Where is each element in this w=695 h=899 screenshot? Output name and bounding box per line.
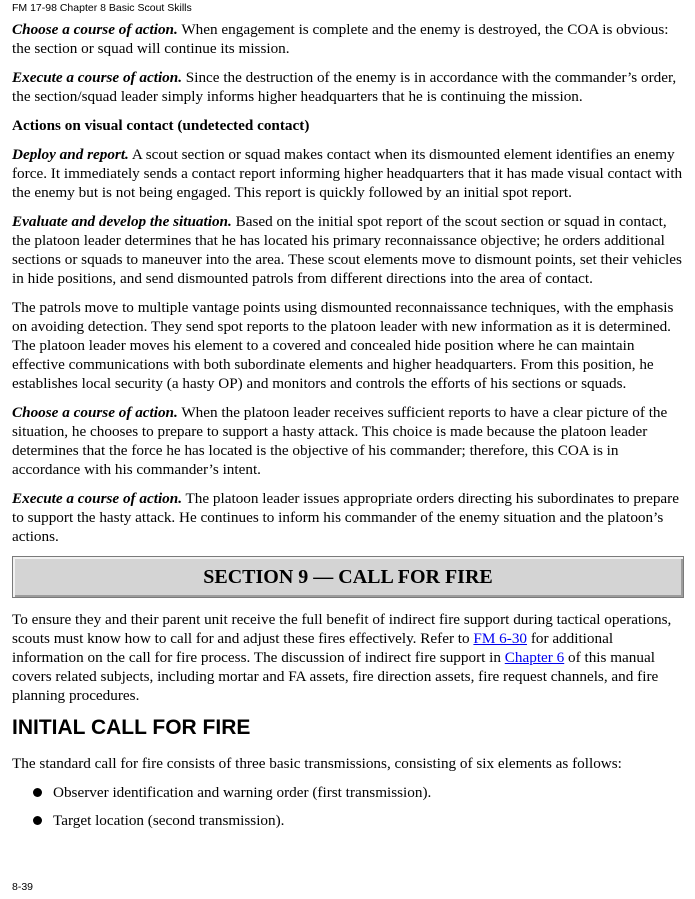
paragraph-call-for-fire [12,610,684,705]
paragraph-lead: Deploy and report. [12,146,129,163]
chapter-6-link[interactable]: Chapter 6 [504,649,565,666]
bullet-icon [33,788,42,797]
transmission-list [12,783,684,830]
page-number: 8-39 [12,881,34,893]
paragraph-text: of this manual covers related subjects, including mortar and FA assets, fire direction assets, fire request channels, and fire planning procedures. [12,649,659,704]
paragraph-evaluate-develop [12,212,684,288]
paragraph-deploy-report [12,145,684,202]
paragraph-lead: Execute a course of action. [12,490,182,507]
paragraph-text: When the platoon leader receives sufficient reports to have a clear picture of the situation, he chooses to prepare to support a hasty attack. This choice is made because the platoon leader determines that the force he has located is the objective of his commander; therefore, this COA is in accordance with his commander’s intent. [12,404,668,478]
running-head: FM 17-98 Chapter 8 Basic Scout Skills [12,2,192,14]
paragraph-text: To ensure they and their parent unit receive the full benefit of indirect fire support during tactical operations, scouts must know how to call for and adjust these fires effectively. Refer to [12,611,672,647]
section-title: SECTION 9 — CALL FOR FIRE [203,565,493,588]
list-item [12,783,684,802]
paragraph-text: Based on the initial spot report of the scout section or squad in contact, the platoon leader determines that he has located his primary reconnaissance objective; he orders additional sections or squads to maneuver into the area. These scout elements move to dismount points, set their vehicles in hide positions, and send dismounted patrols from different directions into the area of contact. [12,213,682,287]
list-item-text: Observer identification and warning order (first transmission). [53,784,432,801]
visual-contact-heading: Actions on visual contact (undetected contact) [12,117,310,134]
paragraph-text: for additional information on the call for fire process. The discussion of indirect fire support in [12,630,614,666]
paragraph-patrols: The patrols move to multiple vantage points using dismounted reconnaissance techniques, with the emphasis on avoiding detection. They send spot reports to the platoon leader with new information as it is determined. The platoon leader moves his element to a covered and concealed hide position where he can maintain effective communications with both subordinate elements and higher headquarters. From this position, he establishes local security (a hasty OP) and monitors and controls the efforts of his sections or squads. [12,299,674,392]
fm-6-30-link[interactable]: FM 6-30 [473,630,528,647]
paragraph-execute-coa-1 [12,68,684,106]
paragraph-text: The platoon leader issues appropriate orders directing his subordinates to prepare to support the hasty attack. He continues to inform his commander of the enemy situation and the platoon’s actions. [12,490,679,545]
bullet-icon [33,816,42,825]
paragraph-choose-coa-2 [12,403,684,479]
paragraph-lead: Evaluate and develop the situation. [12,213,232,230]
paragraph-lead: Choose a course of action. [12,404,178,421]
paragraph-standard-call: The standard call for fire consists of three basic transmissions, consisting of six elements as follows: [12,755,622,772]
initial-call-heading: INITIAL CALL FOR FIRE [12,716,251,739]
section-banner [12,556,684,598]
paragraph-text: Since the destruction of the enemy is in accordance with the commander’s order, the section/squad leader simply informs higher headquarters that he is continuing the mission. [12,69,677,105]
paragraph-lead: Choose a course of action. [12,21,178,38]
paragraph-lead: Execute a course of action. [12,69,182,86]
paragraph-text: When engagement is complete and the enemy is destroyed, the COA is obvious: the section or squad will continue its mission. [12,21,669,57]
paragraph-text: A scout section or squad makes contact when its dismounted element identifies an enemy force. It immediately sends a contact report informing higher headquarters that it has made visual contact with the enemy but is not being engaged. This report is quickly followed by an initial spot report. [12,146,683,201]
list-item-text: Target location (second transmission). [53,812,285,829]
list-item [12,811,684,830]
document-body [12,20,684,839]
paragraph-choose-coa-1 [12,20,684,58]
paragraph-execute-coa-2 [12,489,684,546]
